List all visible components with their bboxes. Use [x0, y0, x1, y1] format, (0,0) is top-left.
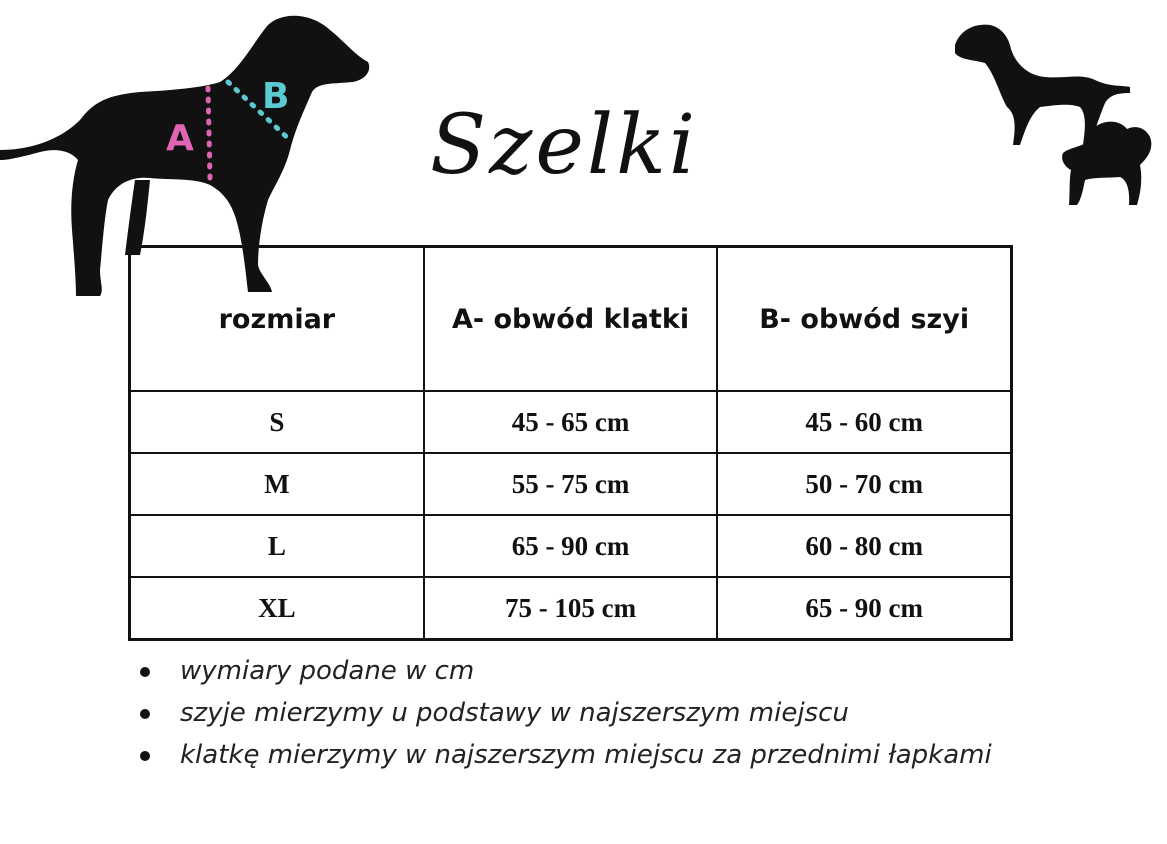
header-neck: B- obwód szyi — [717, 247, 1011, 392]
table-row — [130, 515, 1012, 577]
chest-cell: 75 - 105 cm — [424, 577, 718, 640]
size-table — [128, 245, 1013, 641]
header-size: rozmiar — [130, 247, 424, 392]
size-cell: M — [130, 453, 424, 515]
neck-cell: 60 - 80 cm — [717, 515, 1011, 577]
table-header-row — [130, 247, 1012, 392]
neck-cell: 50 - 70 cm — [717, 453, 1011, 515]
dog-and-poodle-silhouette-icon — [945, 15, 1167, 215]
label-b: B — [262, 76, 290, 117]
neck-cell: 65 - 90 cm — [717, 577, 1011, 640]
list-item — [140, 692, 992, 734]
note-text: szyje mierzymy u podstawy w najszerszym miejscu — [180, 698, 849, 728]
note-text: klatkę mierzymy w najszerszym miejscu za przednimi łapkami — [180, 740, 992, 770]
table-row — [130, 391, 1012, 453]
bullet-icon — [140, 751, 150, 761]
size-cell: L — [130, 515, 424, 577]
header-chest: A- obwód klatki — [424, 247, 718, 392]
bullet-icon — [140, 709, 150, 719]
size-cell: S — [130, 391, 424, 453]
table-row — [130, 577, 1012, 640]
size-cell: XL — [130, 577, 424, 640]
chest-cell: 55 - 75 cm — [424, 453, 718, 515]
note-text: wymiary podane w cm — [180, 656, 475, 686]
bullet-icon — [140, 667, 150, 677]
list-item — [140, 650, 992, 692]
list-item — [140, 734, 992, 776]
chest-cell: 65 - 90 cm — [424, 515, 718, 577]
label-a: A — [166, 118, 194, 159]
notes-list — [140, 650, 992, 776]
neck-cell: 45 - 60 cm — [717, 391, 1011, 453]
chest-cell: 45 - 65 cm — [424, 391, 718, 453]
table-row — [130, 453, 1012, 515]
page-title: Szelki — [430, 98, 699, 193]
